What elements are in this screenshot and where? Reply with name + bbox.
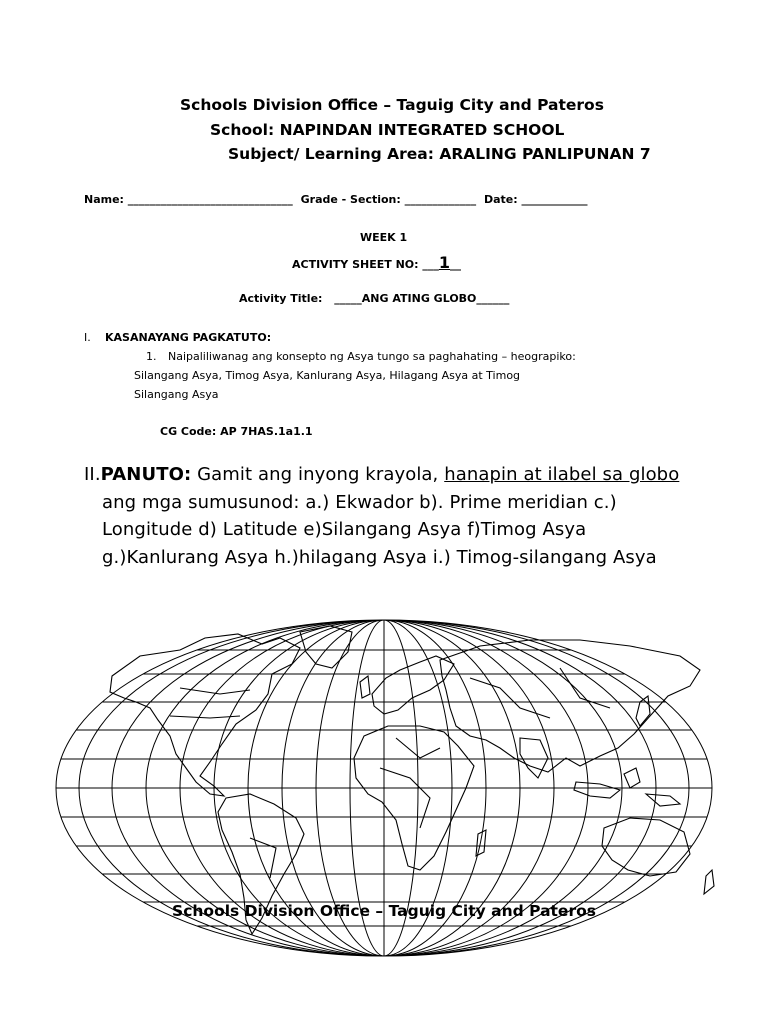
- footer-division: Schools Division Office – Taguig City and Pateros: [172, 902, 596, 920]
- section2-line4: g.)Kanlurang Asya h.)hilagang Asya i.) Timog-silangang Asya: [102, 547, 657, 568]
- activity-sheet-line: [292, 253, 461, 272]
- week-label: WEEK 1: [360, 231, 408, 244]
- activity-title-value: _____ANG ATING GLOBO______: [334, 292, 510, 305]
- header-school: School: NAPINDAN INTEGRATED SCHOOL: [210, 121, 565, 139]
- section2-numeral: II.: [84, 464, 101, 485]
- header-subject: Subject/ Learning Area: ARALING PANLIPUNAN 7: [228, 145, 651, 163]
- section2-line2: ang mga sumusunod: a.) Ekwador b). Prime meridian c.): [102, 492, 617, 513]
- section1-item-number: 1.: [146, 350, 157, 363]
- section2-heading: PANUTO:: [100, 464, 192, 485]
- section2-line1-underlined: hanapin at ilabel sa globo: [444, 464, 680, 485]
- africa-outline: [354, 726, 474, 870]
- section2-line3: Longitude d) Latitude e)Silangang Asya f)Timog Asya: [102, 519, 587, 540]
- new-zealand-outline: [704, 870, 714, 894]
- activity-sheet-label: ACTIVITY SHEET NO:: [292, 258, 423, 271]
- activity-title-line: [239, 292, 509, 305]
- activity-sheet-blank-pre: ___: [422, 258, 439, 271]
- activity-sheet-number: 1: [438, 253, 451, 272]
- section2-line1-text: Gamit ang inyong krayola,: [191, 464, 445, 485]
- section1-item-line3: Silangang Asya: [134, 388, 219, 401]
- asia-outline: [440, 640, 700, 772]
- header-division: Schools Division Office – Taguig City and Pateros: [180, 96, 604, 114]
- uk-outline: [360, 676, 370, 698]
- date-field-label: Date: ____________: [483, 193, 588, 206]
- section1-numeral: I.: [84, 331, 91, 344]
- madagascar-outline: [476, 830, 486, 856]
- student-info-line: [84, 193, 587, 206]
- japan-outline: [636, 696, 650, 726]
- name-field-label: Name: ______________________________: [84, 193, 293, 206]
- activity-title-label: Activity Title:: [239, 292, 323, 305]
- activity-sheet-blank-post: __: [450, 258, 462, 271]
- section1-heading: KASANAYANG PAGKATUTO:: [105, 331, 272, 344]
- section2-line1: [84, 464, 679, 485]
- southeast-asia-islands-outline: [574, 782, 620, 798]
- section1-item-line1: Naipaliliwanag ang konsepto ng Asya tungo sa paghahating – heograpiko:: [168, 350, 576, 363]
- section1-item-line2: Silangang Asya, Timog Asya, Kanlurang Asya, Hilagang Asya at Timog: [134, 369, 521, 382]
- cg-code: CG Code: AP 7HAS.1a1.1: [160, 425, 313, 438]
- grade-section-field-label: Grade - Section: _____________: [300, 193, 477, 206]
- india-outline: [520, 738, 548, 778]
